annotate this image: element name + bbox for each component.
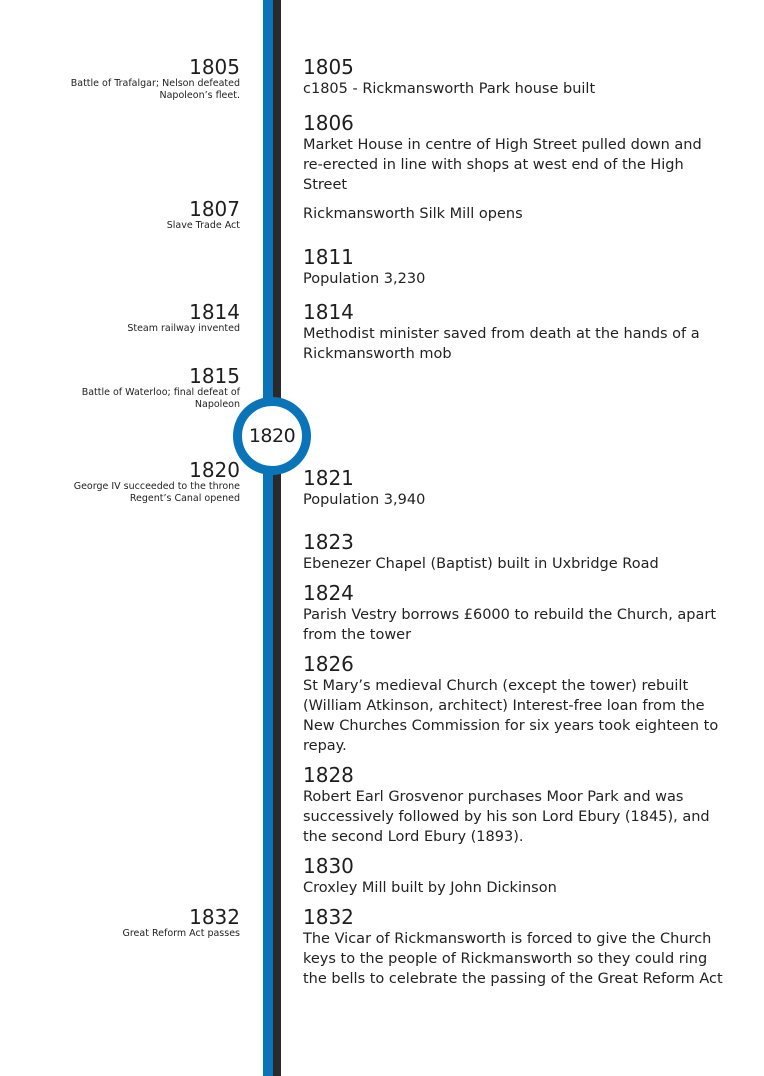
local-event xyxy=(303,467,723,510)
world-event-text: Battle of Waterloo; final defeat of Napoleon xyxy=(81,387,240,410)
world-event-text: Steam railway invented xyxy=(127,323,240,334)
local-event-text: Ebenezer Chapel (Baptist) built in Uxbridge Road xyxy=(303,556,659,572)
local-event xyxy=(303,246,723,289)
local-event xyxy=(303,56,723,99)
world-event-text: Battle of Trafalgar; Nelson defeated Napoleon’s fleet. xyxy=(70,78,240,101)
world-event-year: 1820 xyxy=(189,458,240,482)
world-event xyxy=(30,198,240,232)
local-event-year: 1821 xyxy=(303,466,354,490)
local-event-year: 1814 xyxy=(303,300,354,324)
local-event xyxy=(303,764,723,847)
world-event xyxy=(30,459,240,505)
local-event-text: St Mary’s medieval Church (except the tower) rebuilt (William Atkinson, architect) Interest-free loan from the New Churches Commission for six years took eighteen to repay. xyxy=(303,678,719,754)
local-event-year: 1805 xyxy=(303,55,354,79)
local-event xyxy=(303,653,723,756)
world-event xyxy=(30,365,240,411)
local-event-year: 1811 xyxy=(303,245,354,269)
local-event-year: 1826 xyxy=(303,652,354,676)
local-event-text: Market House in centre of High Street pulled down and re-erected in line with shops at west end of the High Street xyxy=(303,137,702,193)
local-event-text: Parish Vestry borrows £6000 to rebuild the Church, apart from the tower xyxy=(303,607,717,643)
world-event xyxy=(30,56,240,102)
local-event xyxy=(303,301,723,364)
world-event-year: 1832 xyxy=(189,905,240,929)
local-event-text: Robert Earl Grosvenor purchases Moor Park and was successively followed by his son Lord Ebury (1845), and the second Lord Ebury (1893). xyxy=(303,789,710,845)
world-event-text: Slave Trade Act xyxy=(166,220,240,231)
local-event xyxy=(303,112,723,195)
world-event-year: 1805 xyxy=(189,55,240,79)
local-event-year: 1828 xyxy=(303,763,354,787)
milestone-marker xyxy=(233,397,311,475)
local-event xyxy=(303,906,723,989)
world-event-year: 1815 xyxy=(189,364,240,388)
local-event-text: Population 3,230 xyxy=(303,271,426,287)
local-event xyxy=(303,855,723,898)
local-event-text: The Vicar of Rickmansworth is forced to give the Church keys to the people of Rickmansworth so they could ring the bells to celebrate the passing of the Great Reform Act xyxy=(303,931,723,987)
world-event-text: Great Reform Act passes xyxy=(122,928,240,939)
local-event-text: Population 3,940 xyxy=(303,492,426,508)
local-event xyxy=(303,582,723,645)
world-event-text: George IV succeeded to the throne Regent’s Canal opened xyxy=(73,481,240,504)
local-event-year: 1823 xyxy=(303,530,354,554)
local-event-text: c1805 - Rickmansworth Park house built xyxy=(303,81,596,97)
local-event xyxy=(303,204,723,224)
local-event-text: Methodist minister saved from death at the hands of a Rickmansworth mob xyxy=(303,326,700,362)
world-event xyxy=(30,301,240,335)
world-event-year: 1807 xyxy=(189,197,240,221)
local-event-year: 1832 xyxy=(303,905,354,929)
timeline-line-dark xyxy=(273,0,281,1076)
world-event xyxy=(30,906,240,940)
timeline-line-blue xyxy=(263,0,273,1076)
milestone-year: 1820 xyxy=(248,425,296,447)
local-event-text: Croxley Mill built by John Dickinson xyxy=(303,880,557,896)
world-event-year: 1814 xyxy=(189,300,240,324)
local-event xyxy=(303,531,723,574)
local-event-year: 1824 xyxy=(303,581,354,605)
local-event-year: 1806 xyxy=(303,111,354,135)
local-event-text: Rickmansworth Silk Mill opens xyxy=(303,206,523,222)
local-event-year: 1830 xyxy=(303,854,354,878)
